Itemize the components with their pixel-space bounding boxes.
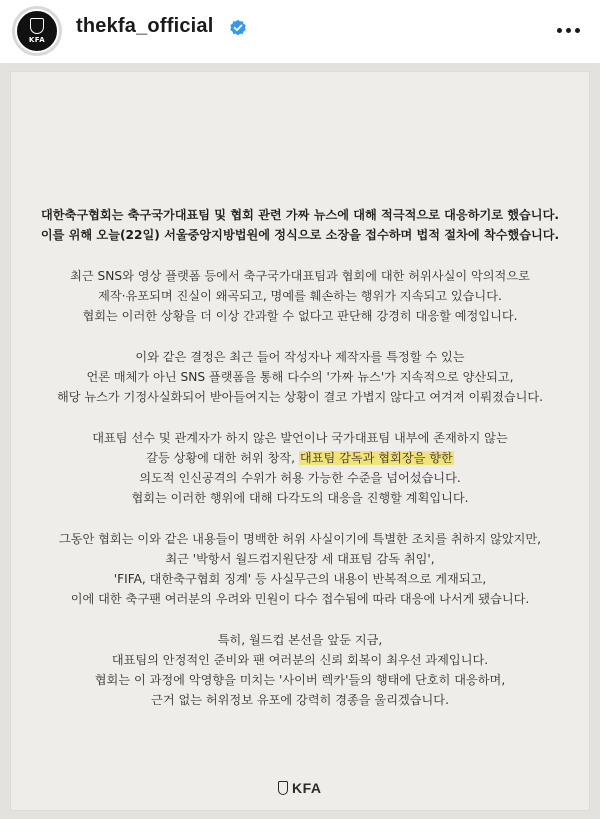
more-options-icon[interactable] xyxy=(550,18,586,42)
statement-line: 협회는 이러한 상황을 더 이상 간과할 수 없다고 판단해 강경히 대응할 예정입니다. xyxy=(82,309,518,323)
statement-line-start: 갈등 상황에 대한 허위 창작, xyxy=(146,451,299,465)
statement-line: 협회는 이 과정에 악영향을 미치는 '사이버 렉카'들의 행태에 단호히 대응하며, xyxy=(94,673,506,687)
statement-line: 그동안 협회는 이와 같은 내용들이 명백한 허위 사실이기에 특별한 조치를 취하지 않았지만, xyxy=(58,532,542,546)
statement-line: 해당 뉴스가 기정사실화되어 받아들여지는 상황이 결코 가볍지 않다고 여겨져 이뤄졌습니다. xyxy=(56,390,544,404)
statement-line: 이를 위해 오늘(22일) 서울중앙지방법원에 정식으로 소장을 접수하며 법적 절차에 착수했습니다. xyxy=(40,228,560,242)
username[interactable]: thekfa_official xyxy=(76,15,214,37)
kfa-crest-icon xyxy=(15,9,59,53)
verified-badge-icon xyxy=(229,19,247,37)
statement-line: 대표팀 선수 및 관계자가 하지 않은 발언이나 국가대표팀 내부에 존재하지 않는 xyxy=(92,431,508,445)
statement-line: 대한축구협회는 축구국가대표팀 및 협회 관련 가짜 뉴스에 대해 적극적으로 대응하기로 했습니다. xyxy=(41,208,559,222)
statement-line: 이와 같은 결정은 최근 들어 작성자나 제작자를 특정할 수 있는 xyxy=(135,350,465,364)
statement-line: 이에 대한 축구팬 여러분의 우려와 민원이 다수 접수됨에 따라 대응에 나서게 됐습니다. xyxy=(70,592,530,606)
statement-line: 'FIFA, 대한축구협회 징계' 등 사실무근의 내용이 반복적으로 게재되고, xyxy=(113,572,487,586)
statement-line xyxy=(10,448,590,468)
crest-shape xyxy=(30,18,44,34)
kfa-crest-icon xyxy=(278,781,288,795)
dot-icon xyxy=(566,28,571,33)
profile-avatar[interactable] xyxy=(12,6,62,56)
kfa-footer-logo xyxy=(278,777,322,799)
highlighted-text: 대표팀 감독과 협회장을 향한 xyxy=(299,451,453,465)
statement-line: 의도적 인신공격의 수위가 허용 가능한 수준을 넘어섰습니다. xyxy=(139,471,461,485)
post-image[interactable] xyxy=(0,63,600,819)
dot-icon xyxy=(557,28,562,33)
post-header xyxy=(0,0,600,62)
footer-logo-text: KFA xyxy=(292,780,322,796)
statement-paragraph xyxy=(10,205,590,245)
statement-paragraph xyxy=(10,266,590,326)
statement-line: 대표팀의 안정적인 준비와 팬 여러분의 신뢰 회복이 최우선 과제입니다. xyxy=(111,653,489,667)
statement-paragraph xyxy=(10,529,590,609)
statement-paragraph xyxy=(10,347,590,407)
avatar-label: KFA xyxy=(28,36,46,44)
statement-line: 제작·유포되며 진실이 왜곡되고, 명예를 훼손하는 행위가 지속되고 있습니다. xyxy=(98,289,502,303)
statement-line: 최근 SNS와 영상 플랫폼 등에서 축구국가대표팀과 협회에 대한 허위사실이 악의적으로 xyxy=(70,269,530,283)
statement-text xyxy=(10,205,590,731)
statement-paragraph xyxy=(10,630,590,710)
statement-line: 최근 '박항서 월드컵지원단장 세 대표팀 감독 취임', xyxy=(165,552,435,566)
dot-icon xyxy=(575,28,580,33)
statement-line: 협회는 이러한 행위에 대해 다각도의 대응을 진행할 계획입니다. xyxy=(131,491,469,505)
statement-line: 언론 매체가 아닌 SNS 플랫폼을 통해 다수의 '가짜 뉴스'가 지속적으로 양산되고, xyxy=(86,370,514,384)
statement-line: 특히, 월드컵 본선을 앞둔 지금, xyxy=(217,633,383,647)
statement-line: 근거 없는 허위정보 유포에 강력히 경종을 울리겠습니다. xyxy=(151,693,449,707)
statement-paragraph xyxy=(10,428,590,508)
statement-paper xyxy=(10,71,590,811)
